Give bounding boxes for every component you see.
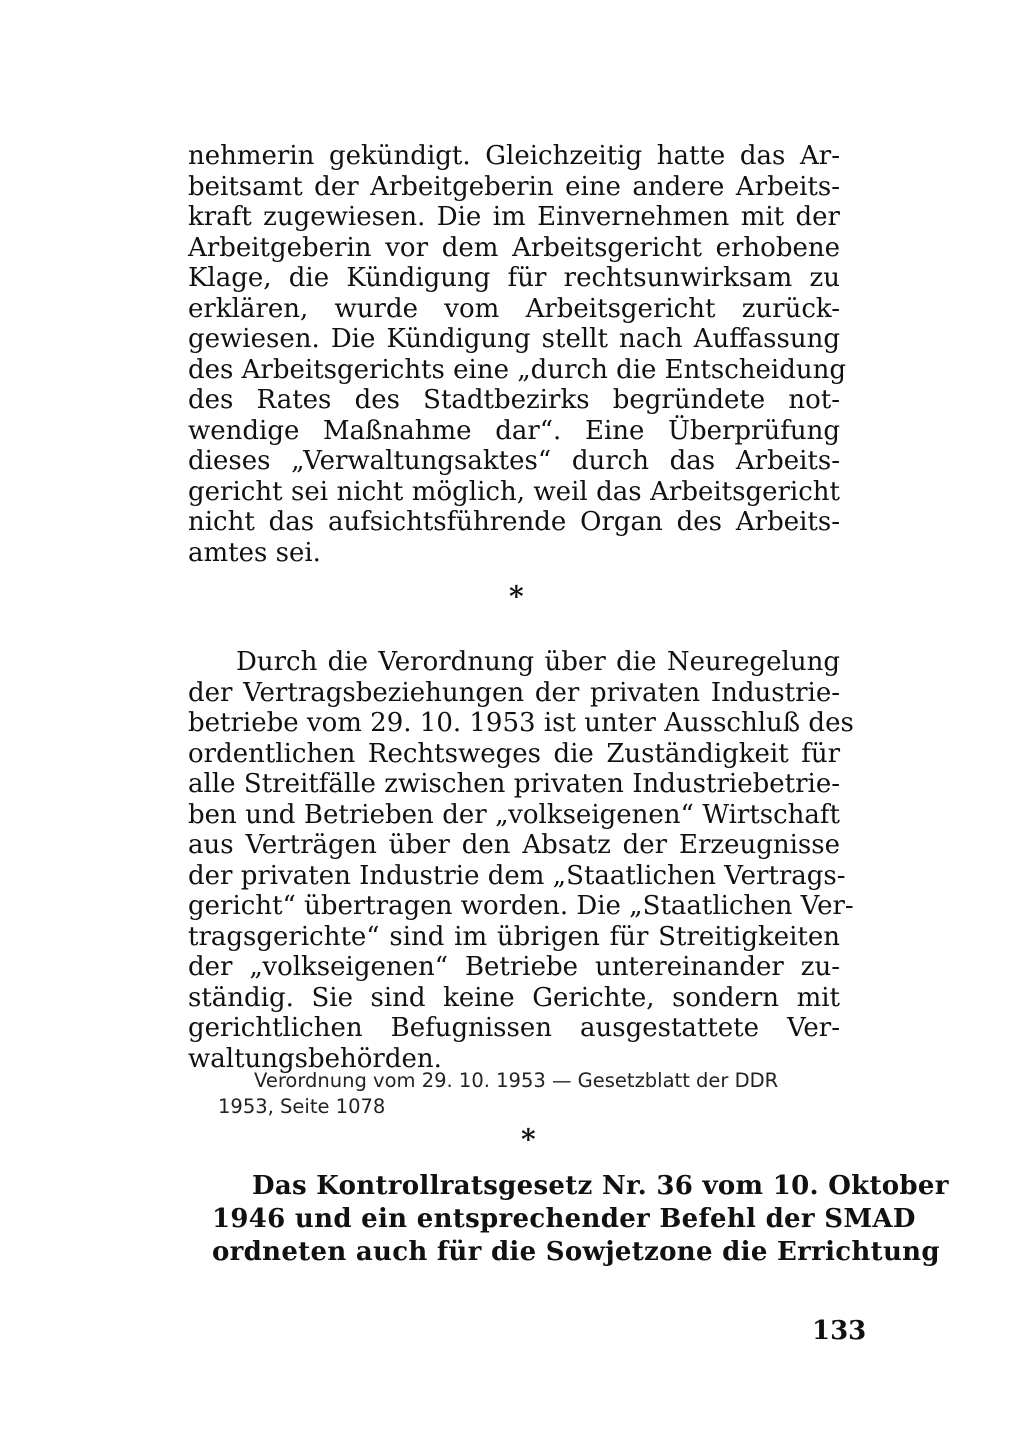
text-line: alle Streitfälle zwischen privaten Industriebetrie- xyxy=(188,769,840,799)
text-line: gericht sei nicht möglich, weil das Arbeitsgericht xyxy=(188,476,840,507)
text-line: betriebe vom 29. 10. 1953 ist unter Ausschluß des xyxy=(188,708,854,738)
text-line: wendige Maßnahme dar“. Eine Überprüfung xyxy=(188,415,840,446)
text-line: amtes sei. xyxy=(188,537,321,568)
text-line: tragsgerichte“ sind im übrigen für Streitigkeiten xyxy=(188,921,840,952)
citation-line: 1953, Seite 1078 xyxy=(218,1095,386,1118)
text-line: des Arbeitsgerichts eine „durch die Entscheidung xyxy=(188,354,846,385)
text-line: Klage, die Kündigung für rechtsunwirksam zu xyxy=(188,263,840,293)
paragraph-2 xyxy=(188,647,854,1074)
text-line: der Vertragsbeziehungen der privaten Industrie- xyxy=(188,677,840,708)
text-line: waltungsbehörden. xyxy=(188,1043,442,1074)
text-line: gerichtlichen Befugnissen ausgestattete Ver- xyxy=(188,1013,840,1043)
text-line: dieses „Verwaltungsaktes“ durch das Arbeits- xyxy=(188,446,840,476)
section-separator: * xyxy=(509,580,524,613)
text-line: nehmerin gekündigt. Gleichzeitig hatte das Ar- xyxy=(188,141,840,171)
text-line: der privaten Industrie dem „Staatlichen Vertrags- xyxy=(188,860,846,891)
section-separator: * xyxy=(521,1123,536,1156)
page-number: 133 xyxy=(812,1316,867,1346)
text-line: aus Verträgen über den Absatz der Erzeugnisse xyxy=(188,830,840,860)
citation-note xyxy=(218,1068,848,1120)
text-line: Durch die Verordnung über die Neuregelung xyxy=(236,647,840,677)
text-line: ben und Betrieben der „volkseigenen“ Wirtschaft xyxy=(188,799,840,830)
text-line: 1946 und ein entsprechender Befehl der SMAD xyxy=(212,1204,916,1234)
text-line: Das Kontrollratsgesetz Nr. 36 vom 10. Oktober xyxy=(252,1171,949,1201)
paragraph-3 xyxy=(212,1170,949,1269)
text-line: des Rates des Stadtbezirks begründete not- xyxy=(188,385,840,415)
text-line: ordneten auch für die Sowjetzone die Errichtung xyxy=(212,1237,940,1267)
text-line: ständig. Sie sind keine Gerichte, sondern mit xyxy=(188,982,840,1013)
text-line: erklären, wurde vom Arbeitsgericht zurück- xyxy=(188,293,840,324)
paragraph-1 xyxy=(188,141,846,568)
citation-line: Verordnung vom 29. 10. 1953 — Gesetzblatt der DDR xyxy=(254,1069,779,1092)
text-line: gewiesen. Die Kündigung stellt nach Auffassung xyxy=(188,324,840,354)
text-line: kraft zugewiesen. Die im Einvernehmen mit der xyxy=(188,202,840,232)
text-line: ordentlichen Rechtsweges die Zuständigkeit für xyxy=(188,738,840,769)
text-line: beitsamt der Arbeitgeberin eine andere Arbeits- xyxy=(188,171,840,202)
text-line: gericht“ übertragen worden. Die „Staatlichen Ver- xyxy=(188,891,854,921)
text-line: der „volkseigenen“ Betriebe untereinander zu- xyxy=(188,952,840,982)
text-line: Arbeitgeberin vor dem Arbeitsgericht erhobene xyxy=(188,232,840,263)
text-line: nicht das aufsichtsführende Organ des Arbeits- xyxy=(188,507,840,537)
